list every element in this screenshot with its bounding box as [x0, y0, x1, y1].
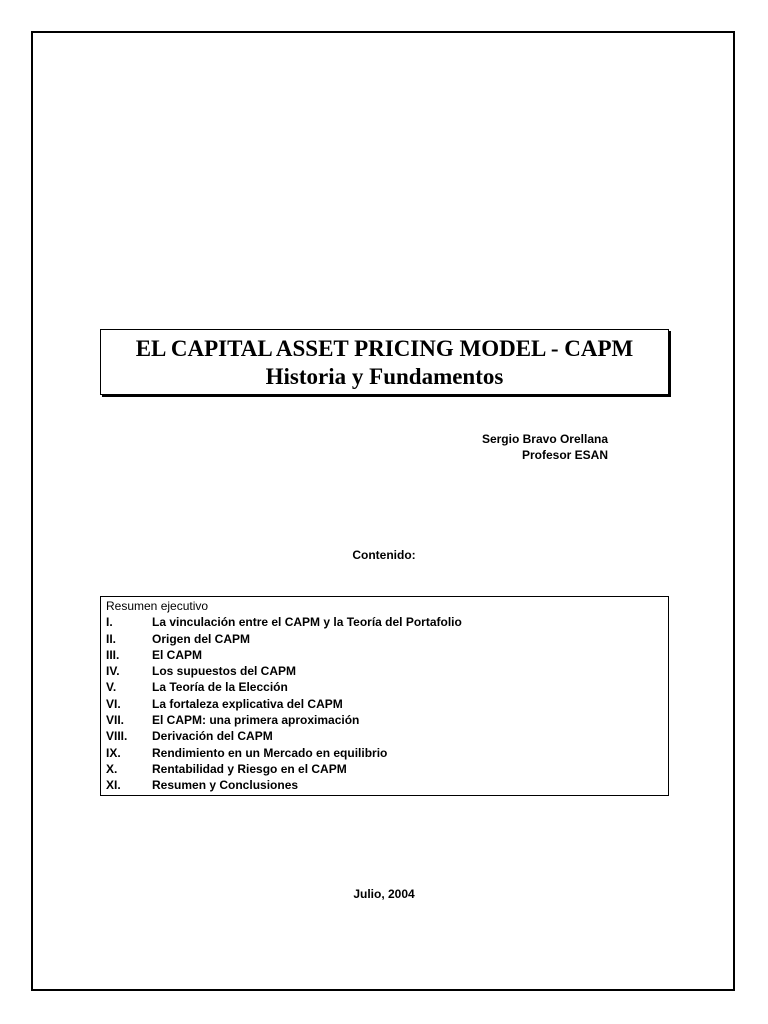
author-name: Sergio Bravo Orellana: [481, 432, 608, 446]
toc-item: [106, 777, 668, 793]
page-border: [31, 31, 735, 991]
author-block: [482, 431, 608, 463]
toc-item-title: Derivación del CAPM: [152, 729, 273, 744]
document-subtitle: Historia y Fundamentos: [265, 364, 504, 389]
toc-item-title: Rendimiento en un Mercado en equilibrio: [152, 745, 388, 760]
toc-item-number: VIII.: [106, 729, 128, 744]
toc-item: [106, 679, 668, 695]
toc-item-title: La Teoría de la Elección: [152, 680, 288, 695]
document-title: EL CAPITAL ASSET PRICING MODEL - CAPM: [135, 336, 634, 361]
toc-item-title: Rentabilidad y Riesgo en el CAPM: [152, 761, 347, 776]
toc-item-title: El CAPM: [152, 647, 203, 662]
toc-item-number: VII.: [106, 713, 125, 728]
toc-item: [106, 712, 668, 728]
toc-item: [106, 631, 668, 647]
toc-summary-entry: Resumen ejecutivo: [106, 599, 209, 613]
toc-item-number: III.: [106, 647, 120, 662]
toc-item-title: Origen del CAPM: [152, 631, 251, 646]
toc-item-number: XI.: [106, 778, 121, 793]
toc-item-number: VI.: [106, 696, 121, 711]
toc-item-title: Los supuestos del CAPM: [152, 664, 297, 679]
toc-item-number: II.: [106, 631, 117, 646]
toc-item: [106, 745, 668, 761]
toc-item: [106, 663, 668, 679]
toc-item-title: Resumen y Conclusiones: [152, 778, 299, 793]
toc-item-number: IX.: [106, 745, 121, 760]
author-affiliation: Profesor ESAN: [521, 448, 608, 462]
title-box: [100, 329, 669, 395]
toc-item-number: X.: [106, 761, 118, 776]
toc-item: [106, 614, 668, 630]
toc-item: [106, 728, 668, 744]
toc-item-number: V.: [106, 680, 117, 695]
toc-item: [106, 647, 668, 663]
toc-item-number: I.: [106, 615, 113, 630]
publication-date: Julio, 2004: [353, 887, 415, 901]
toc-item: [106, 761, 668, 777]
toc-item-title: La fortaleza explicativa del CAPM: [152, 696, 343, 711]
table-of-contents: [100, 596, 669, 796]
toc-item: [106, 696, 668, 712]
toc-item-title: La vinculación entre el CAPM y la Teoría del Portafolio: [152, 615, 462, 630]
toc-item-number: IV.: [106, 664, 120, 679]
toc-item-title: El CAPM: una primera aproximación: [152, 713, 360, 728]
contents-heading: Contenido:: [352, 548, 416, 562]
